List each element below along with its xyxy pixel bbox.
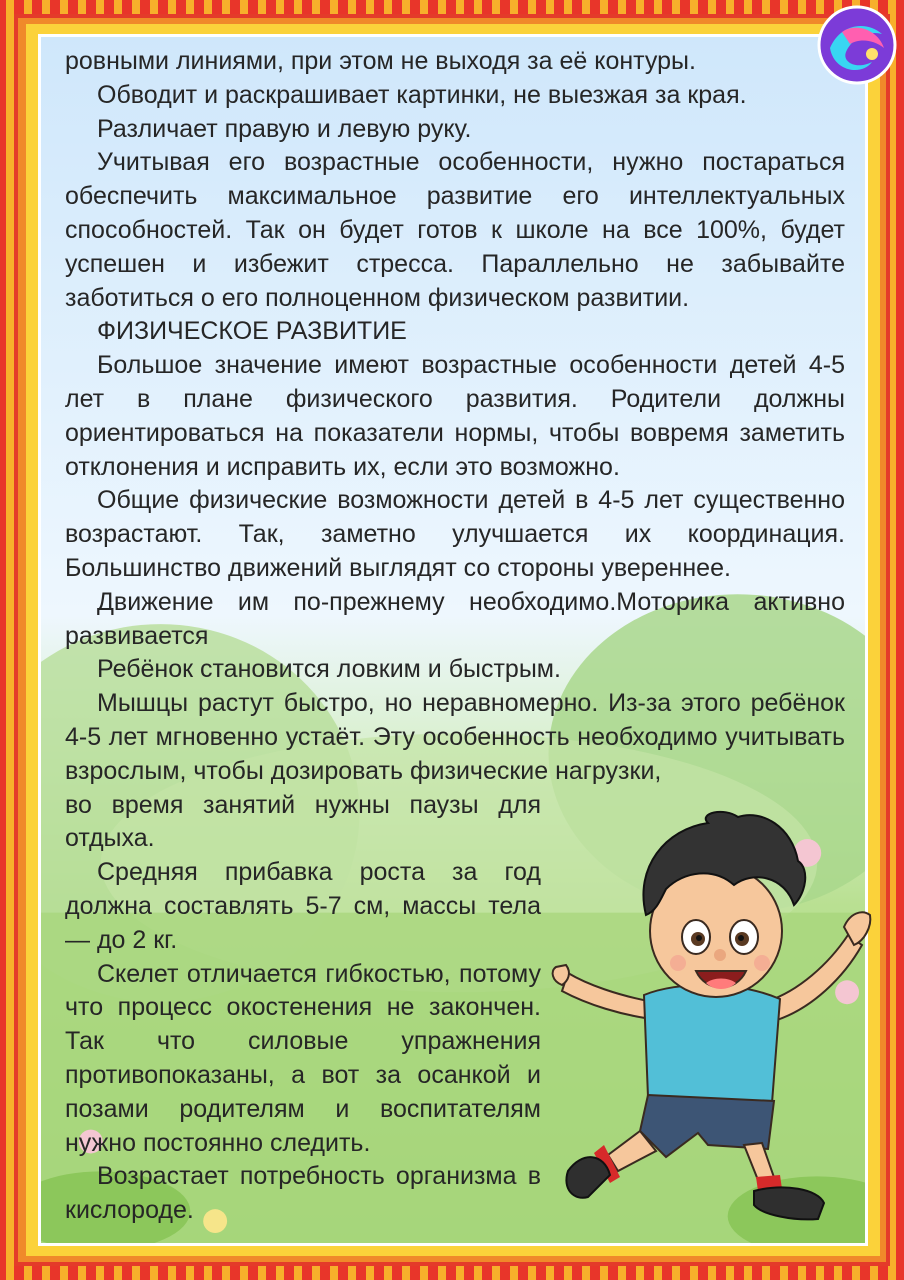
section-heading: ФИЗИЧЕСКОЕ РАЗВИТИЕ (97, 317, 407, 346)
narrow-column (65, 789, 541, 1228)
paragraph: Общие физические возможности детей в 4-5 лет существенно возрастают. Так, заметно улучшается их координация. Большинство движений выглядят со стороны увереннее. (65, 486, 845, 582)
paragraph: ровными линиями, при этом не выходя за её контуры. (65, 47, 696, 75)
paragraph: Обводит и раскрашивает картинки, не выезжая за края. (97, 80, 747, 109)
running-boy-icon (548, 805, 878, 1225)
paragraph: Возрастает потребность организма в кислороде. (65, 1162, 541, 1225)
paragraph: во время занятий нужны паузы для отдыха. (65, 790, 541, 853)
swirl-orb-logo-icon (816, 4, 898, 86)
paragraph: Ребёнок становится ловким и быстрым. (97, 655, 561, 684)
paragraph: Движение им по-прежнему необходимо.Моторика активно развивается (65, 587, 845, 650)
paragraph: Мышцы растут быстро, но неравномерно. Из-за этого ребёнок 4-5 лет мгновенно устаёт. Эту особенность необходимо учитывать взрослым, чтобы дозировать физические нагрузки, (65, 689, 845, 785)
paragraph: Различает правую и левую руку. (97, 114, 472, 143)
paragraph: Средняя прибавка роста за год должна составлять 5-7 см, массы тела — до 2 кг. (65, 858, 541, 954)
paragraph: Большое значение имеют возрастные особенности детей 4-5 лет в плане физического развития. Родители должны ориентироваться на показатели нормы, чтобы вовремя заметить отклонения и исправить их, если это возможно. (65, 351, 845, 481)
paragraph: Скелет отличается гибкостью, потому что процесс окостенения не закончен. Так что силовые упражнения противопоказаны, а вот за осанкой и позами родителям и воспитателям нужно постоянно следить. (65, 959, 541, 1157)
paragraph: Учитывая его возрастные особенности, нужно постараться обеспечить максимальное развитие его интеллектуальных способностей. Так он будет готов к школе на все 100%, будет успешен и избежит стресса. Параллельно не забывайте заботиться о его полноценном физическом развитии. (65, 148, 845, 312)
